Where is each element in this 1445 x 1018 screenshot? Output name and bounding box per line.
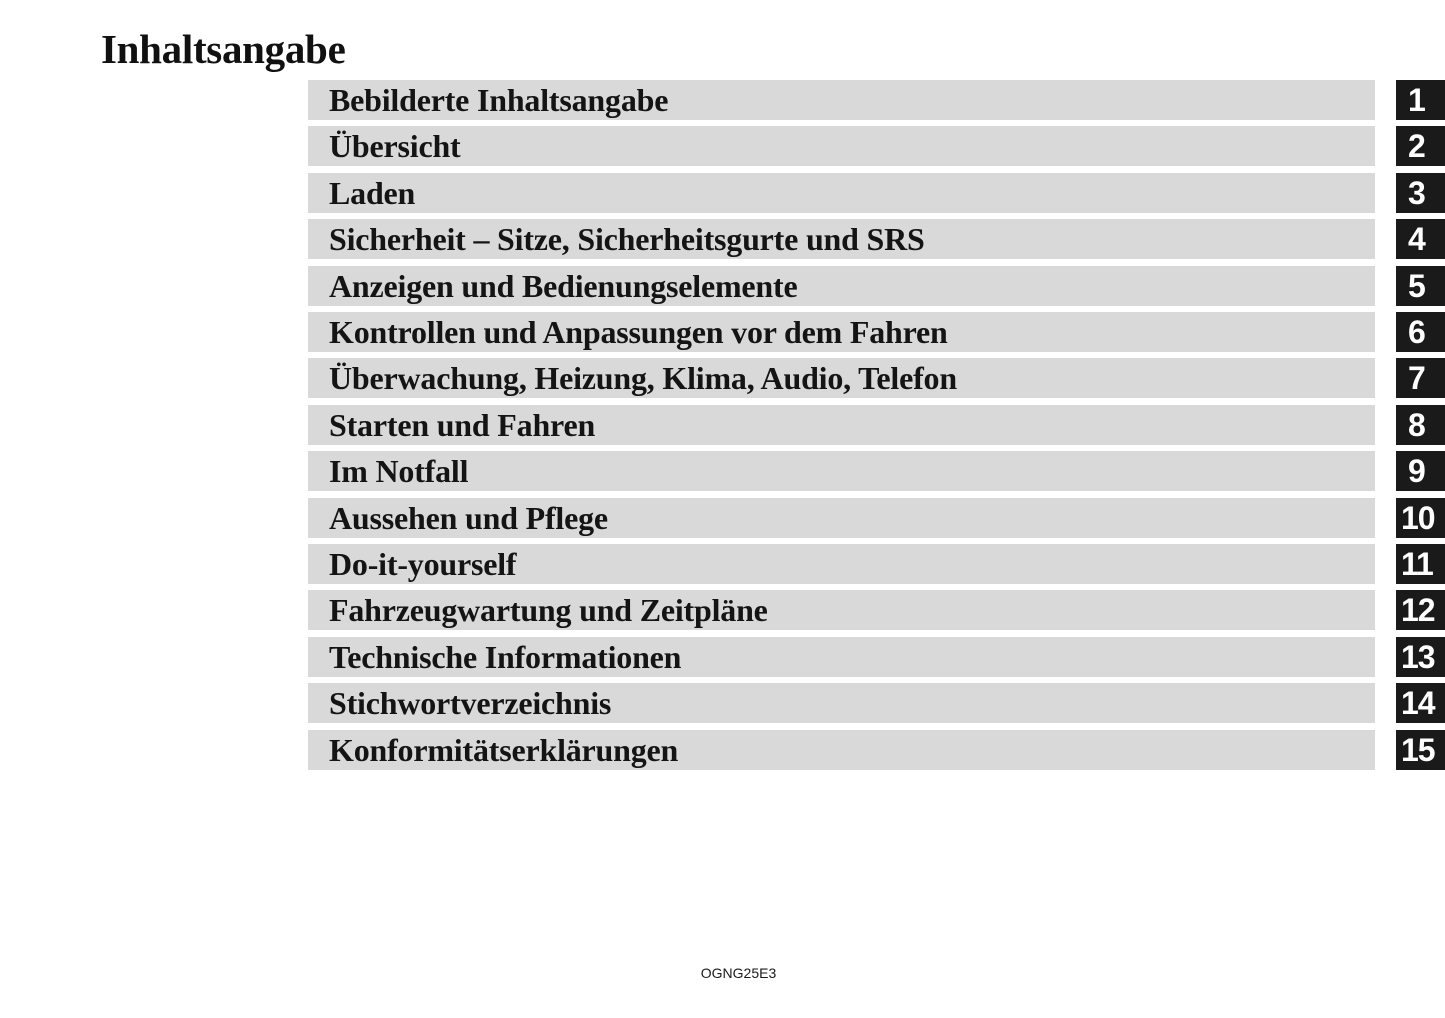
page-title: Inhaltsangabe xyxy=(101,26,346,72)
toc-item-label: Do-it-yourself xyxy=(329,546,517,582)
toc-item-notfall[interactable] xyxy=(308,451,1375,491)
toc-item-do-it-yourself[interactable] xyxy=(308,544,1375,584)
toc-row xyxy=(0,637,1445,677)
chapter-number: 14 xyxy=(1401,685,1435,722)
chapter-number: 5 xyxy=(1408,267,1425,304)
toc-row xyxy=(0,173,1445,213)
toc-item-bebilderte-inhaltsangabe[interactable] xyxy=(308,80,1375,120)
toc-item-label: Kontrollen und Anpassungen vor dem Fahren xyxy=(329,314,948,350)
toc-row xyxy=(0,312,1445,352)
chapter-tab-9[interactable] xyxy=(1396,451,1445,491)
toc-item-label: Laden xyxy=(329,174,416,211)
toc-item-starten[interactable] xyxy=(308,405,1375,445)
toc-item-fahrzeugwartung[interactable] xyxy=(308,590,1375,630)
toc-row xyxy=(0,683,1445,723)
toc-item-label: Im Notfall xyxy=(329,453,469,490)
chapter-tab-10[interactable] xyxy=(1396,498,1445,538)
toc-row xyxy=(0,266,1445,306)
chapter-number: 4 xyxy=(1408,221,1425,258)
toc-row xyxy=(0,498,1445,538)
document-code: OGNG25E3 xyxy=(700,965,777,981)
toc-item-label: Starten und Fahren xyxy=(329,406,596,443)
toc-item-uebersicht[interactable] xyxy=(308,126,1375,166)
toc-row xyxy=(0,358,1445,398)
toc-item-sicherheit[interactable] xyxy=(308,219,1375,259)
toc-item-label: Konformitätserklärungen xyxy=(329,731,679,768)
toc-item-stichwortverzeichnis[interactable] xyxy=(308,683,1375,723)
chapter-number: 15 xyxy=(1401,731,1435,768)
toc-row xyxy=(0,730,1445,770)
toc-item-label: Sicherheit – Sitze, Sicherheitsgurte und SRS xyxy=(329,221,925,258)
toc-item-laden[interactable] xyxy=(308,173,1375,213)
toc-item-technische-informationen[interactable] xyxy=(308,637,1375,677)
chapter-tab-15[interactable] xyxy=(1396,730,1445,770)
toc-item-anzeigen[interactable] xyxy=(308,266,1375,306)
toc-row xyxy=(0,405,1445,445)
chapter-number: 1 xyxy=(1408,82,1425,118)
chapter-number: 6 xyxy=(1408,314,1425,350)
toc-row xyxy=(0,544,1445,584)
toc-item-label: Übersicht xyxy=(329,128,461,165)
chapter-tab-13[interactable] xyxy=(1396,637,1445,677)
toc-item-aussehen[interactable] xyxy=(308,498,1375,538)
chapter-number: 7 xyxy=(1408,360,1425,397)
chapter-tab-7[interactable] xyxy=(1396,358,1445,398)
chapter-tab-4[interactable] xyxy=(1396,219,1445,259)
chapter-number: 13 xyxy=(1401,638,1435,675)
chapter-number: 8 xyxy=(1408,406,1425,443)
chapter-number: 10 xyxy=(1401,499,1435,536)
chapter-tab-1[interactable] xyxy=(1396,80,1445,120)
chapter-number: 11 xyxy=(1401,546,1433,582)
toc-item-label: Anzeigen und Bedienungselemente xyxy=(329,267,798,304)
chapter-tab-14[interactable] xyxy=(1396,683,1445,723)
toc-row xyxy=(0,80,1445,120)
toc-item-label: Aussehen und Pflege xyxy=(329,499,608,536)
toc-item-konformitaetserklaerungen[interactable] xyxy=(308,730,1375,770)
chapter-number: 3 xyxy=(1408,174,1425,211)
toc-item-label: Überwachung, Heizung, Klima, Audio, Telefon xyxy=(329,360,957,397)
chapter-tab-3[interactable] xyxy=(1396,173,1445,213)
toc-row xyxy=(0,451,1445,491)
chapter-number: 2 xyxy=(1408,128,1425,165)
toc-item-label: Stichwortverzeichnis xyxy=(329,685,612,722)
toc-item-ueberwachung[interactable] xyxy=(308,358,1375,398)
chapter-tab-6[interactable] xyxy=(1396,312,1445,352)
toc-row xyxy=(0,219,1445,259)
chapter-number: 9 xyxy=(1408,453,1425,490)
toc-item-kontrollen[interactable] xyxy=(308,312,1375,352)
chapter-tab-2[interactable] xyxy=(1396,126,1445,166)
toc-row xyxy=(0,126,1445,166)
chapter-tab-8[interactable] xyxy=(1396,405,1445,445)
chapter-number: 12 xyxy=(1401,592,1435,629)
toc-item-label: Technische Informationen xyxy=(329,638,682,675)
chapter-tab-11[interactable] xyxy=(1396,544,1445,584)
toc-item-label: Fahrzeugwartung und Zeitpläne xyxy=(329,592,768,629)
toc-row xyxy=(0,590,1445,630)
toc-item-label: Bebilderte Inhaltsangabe xyxy=(329,82,669,118)
chapter-tab-12[interactable] xyxy=(1396,590,1445,630)
chapter-tab-5[interactable] xyxy=(1396,266,1445,306)
